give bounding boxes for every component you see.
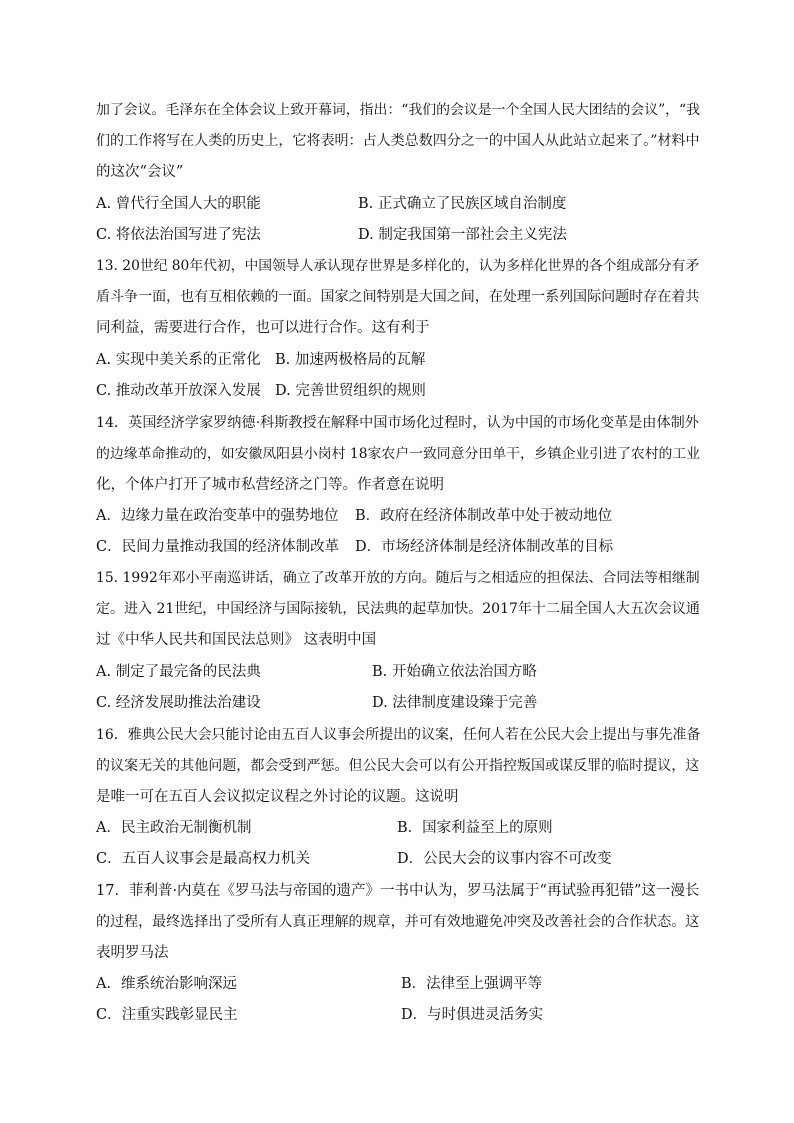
q15-stem-line-1: 15. 1992年邓小平南巡讲话，确立了改革开放的方向。随后与之相适应的担保法、合同法等相继制 [96, 570, 700, 586]
q15-stem-line-3: 过《中华人民共和国民法总则》 这表明中国 [96, 632, 377, 648]
q12-option-a[interactable]: A. 曾代行全国人大的职能 [96, 196, 261, 212]
q13-option-d[interactable]: D. 完善世贸组织的规则 [275, 383, 426, 399]
q17-option-a[interactable]: A．维系统治影响深远 [96, 976, 237, 992]
q12-option-b[interactable]: B. 正式确立了民族区域自治制度 [358, 196, 567, 212]
q17-stem-line-1: 17．菲利普·内莫在《罗马法与帝国的遗产》一书中认为，罗马法属于“再试验再犯错”这一漫长 [96, 883, 700, 899]
q14-stem-line-3: 化，个体户打开了城市私营经济之门等。作者意在说明 [96, 477, 444, 493]
q13-option-c[interactable]: C. 推动改革开放深入发展 [96, 383, 261, 399]
q14-option-c[interactable]: C．民间力量推动我国的经济体制改革 [96, 539, 340, 555]
q16-option-b[interactable]: B．国家利益至上的原则 [397, 820, 553, 836]
q16-option-d[interactable]: D．公民大会的议事内容不可改变 [397, 851, 612, 867]
q13-option-a[interactable]: A. 实现中美关系的正常化 [96, 352, 261, 368]
q17-option-c[interactable]: C．注重实践彰显民主 [96, 1007, 238, 1023]
q15-option-b[interactable]: B. 开始确立依法治国方略 [372, 664, 537, 680]
q16-option-a[interactable]: A．民主政治无制衡机制 [96, 820, 252, 836]
q17-option-b[interactable]: B．法律至上强调平等 [401, 976, 543, 992]
q15-option-a[interactable]: A. 制定了最完备的民法典 [96, 664, 261, 680]
q14-option-a[interactable]: A．边缘力量在政治变革中的强势地位 [96, 508, 339, 524]
q15-option-c[interactable]: C. 经济发展助推法治建设 [96, 695, 261, 711]
q15-option-d[interactable]: D. 法律制度建设臻于完善 [372, 695, 538, 711]
q16-stem-line-2: 的议案无关的其他问题，都会受到严惩。但公民大会可以有公开指控叛国或谋反罪的临时提议，这 [96, 758, 700, 774]
q12-stem-line-2: 们的工作将写在人类的历史上，它将表明：占人类总数四分之一的中国人从此站立起来了。”材料中 [96, 133, 700, 149]
q17-stem-line-2: 的过程，最终选择出了受所有人真正理解的规章，并可有效地避免冲突及改善社会的合作状态。这 [96, 914, 700, 930]
q13-option-b[interactable]: B. 加速两极格局的瓦解 [275, 352, 426, 368]
q16-stem-line-3: 是唯一可在五百人会议拟定议程之外讨论的议题。这说明 [96, 789, 459, 805]
q16-option-c[interactable]: C．五百人议事会是最高权力机关 [96, 851, 311, 867]
q14-stem-line-1: 14．英国经济学家罗纳德·科斯教授在解释中国市场化过程时，认为中国的市场化变革是由体制外 [96, 415, 699, 431]
q14-option-b[interactable]: B．政府在经济体制改革中处于被动地位 [355, 508, 613, 524]
q15-stem-line-2: 定。进入 21世纪，中国经济与国际接轨，民法典的起草加快。2017年十二届全国人大五次会议通 [96, 601, 700, 617]
q17-option-d[interactable]: D．与时俱进灵活务实 [401, 1007, 544, 1023]
q12-option-c[interactable]: C. 将依法治国写进了宪法 [96, 227, 261, 243]
q13-stem-line-1: 13. 20世纪 80年代初，中国领导人承认现存世界是多样化的，认为多样化世界的各个组成部分有矛 [96, 258, 700, 274]
q12-stem-line-1: 加了会议。毛泽东在全体会议上致开幕词，指出：“我们的会议是一个全国人民大团结的会议”，“我 [96, 102, 701, 118]
q17-stem-line-3: 表明罗马法 [96, 945, 169, 961]
q12-stem-line-3: 的这次“会议” [96, 164, 184, 180]
q13-stem-line-2: 盾斗争一面，也有互相依赖的一面。国家之间特别是大国之间，在处理一系列国际问题时存在着共 [96, 289, 700, 305]
q16-stem-line-1: 16．雅典公民大会只能讨论由五百人议事会所提出的议案，任何人若在公民大会上提出与事先准备 [96, 727, 701, 743]
q13-stem-line-3: 同利益，需要进行合作，也可以进行合作。这有利于 [96, 320, 430, 336]
q14-option-d[interactable]: D．市场经济体制是经济体制改革的目标 [355, 539, 614, 555]
q14-stem-line-2: 的边缘革命推动的，如安徽凤阳县小岗村 18家农户一致同意分田单干，乡镇企业引进了农村的工业 [96, 446, 701, 462]
q12-option-d[interactable]: D. 制定我国第一部社会主义宪法 [358, 227, 567, 243]
